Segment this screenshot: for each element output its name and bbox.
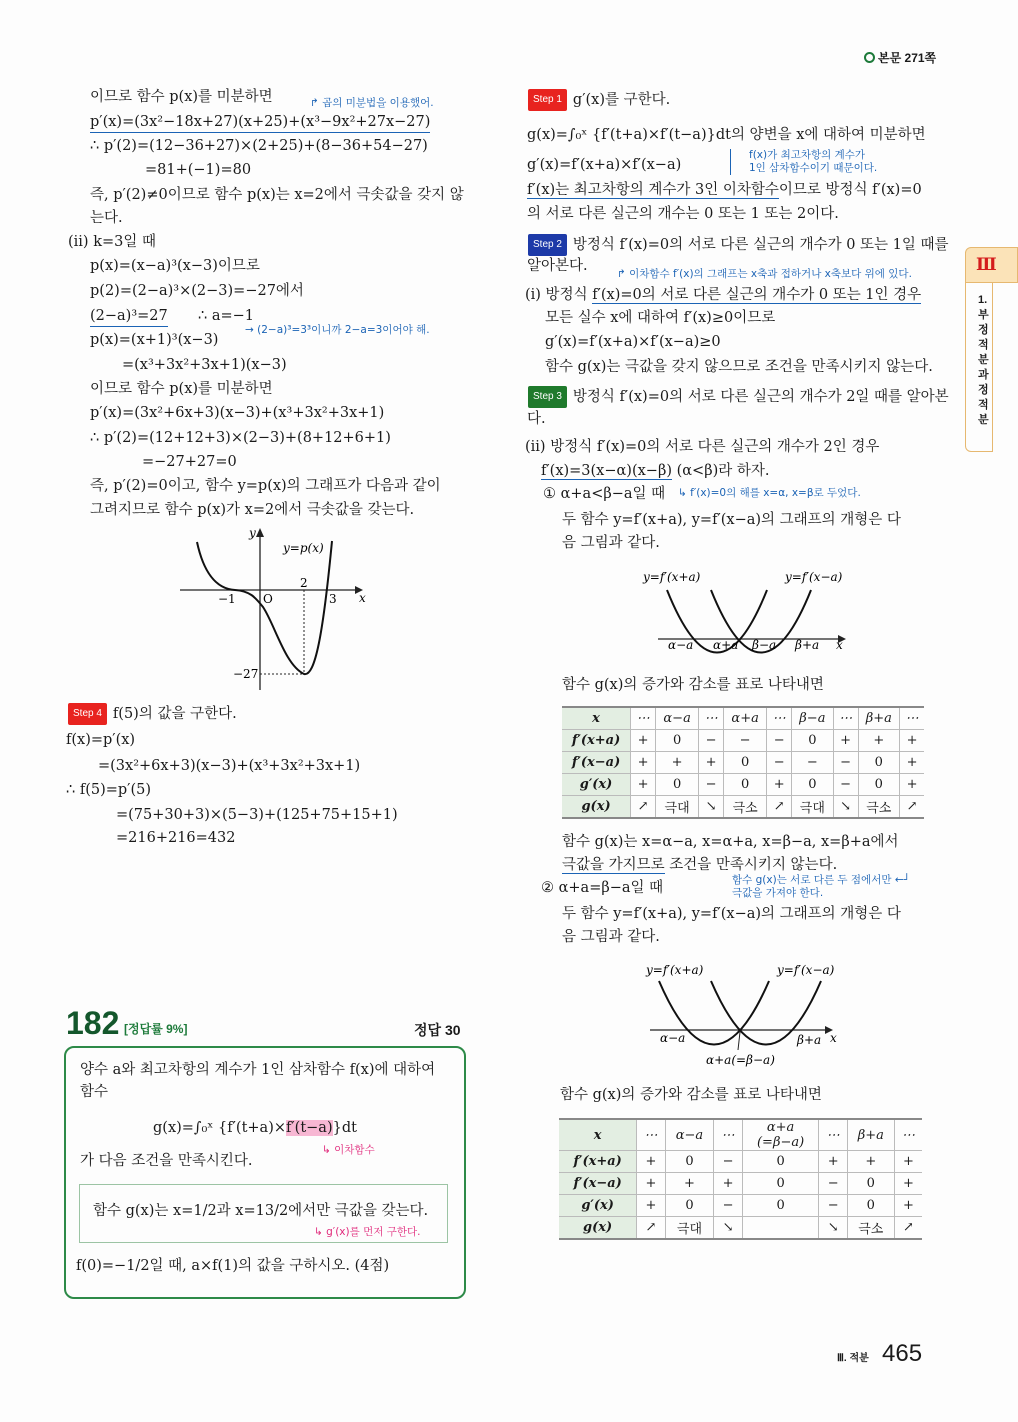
math-line: f(x)=p′(x) [66, 732, 136, 748]
row-header-cell: f′(x+a) [562, 730, 631, 752]
text-line: 즉, p′(2)=0이고, 함수 y=p(x)의 그래프가 다음과 같이 [90, 478, 441, 494]
page-reference [864, 48, 936, 68]
text: 이므로 방정식 f′(x)=0 [778, 182, 922, 198]
table-cell: ⋯ [637, 1119, 665, 1151]
table-cell: + [847, 1151, 894, 1173]
text-line: 함수 g(x)의 증가와 감소를 표로 나타내면 [562, 677, 824, 693]
table-cell: + [631, 730, 656, 752]
table-row [559, 1173, 922, 1195]
step-badge: Step 2 [528, 234, 567, 256]
table-cell: 0 [847, 1173, 894, 1195]
step-badge: Step 1 [528, 89, 567, 111]
table-cell: 0 [656, 774, 699, 796]
step1-heading [528, 89, 670, 111]
chapter-roman: Ⅲ [965, 247, 1018, 283]
underlined-text: f′(x)는 최고차항의 계수가 3인 이차함수 [527, 182, 779, 198]
problem-text: 양수 a와 최고차항의 계수가 1인 삼차함수 f(x)에 대하여 [80, 1062, 436, 1078]
table-cell: + [858, 730, 899, 752]
table-cell: − [714, 1195, 742, 1217]
table-cell: ↘ [819, 1217, 847, 1240]
table-cell: − [714, 1151, 742, 1173]
table-cell: 0 [858, 774, 899, 796]
row-header-cell: g′(x) [559, 1195, 637, 1217]
annotation: 함수 g(x)는 서로 다른 두 점에서만 ←┘ 극값을 가져야 한다. [732, 874, 910, 899]
curve-label: y=p(x) [283, 541, 324, 555]
formula-part: }dt [332, 1120, 357, 1136]
table-cell: ⋯ [767, 707, 792, 730]
condition-text: 함수 g(x)는 x=1/2과 x=13/2에서만 극값을 갖는다. [93, 1203, 429, 1219]
table-cell: ⋯ [894, 1119, 922, 1151]
tick-label: 2 [300, 576, 308, 590]
text: (α<β)라 하자. [671, 463, 770, 479]
table-row [562, 774, 924, 796]
step-title: g′(x)를 구한다. [572, 92, 671, 108]
table-cell: + [665, 1173, 714, 1195]
problem-formula [153, 1118, 357, 1138]
text-line: 다. [527, 411, 546, 427]
math-line: p(x)=(x−a)³(x−3)이므로 [90, 258, 260, 274]
step4-heading [68, 703, 237, 725]
annotation-text: 1인 삼차함수이기 때문이다. [749, 162, 878, 174]
parabola-graph-2 [640, 958, 860, 1073]
annotation-text: f(x)가 최고차항의 계수가 [749, 149, 866, 161]
table-cell: ⋯ [833, 707, 858, 730]
tick-label: β+a [797, 1033, 822, 1047]
table-cell: + [637, 1151, 665, 1173]
row-header-cell: f′(x−a) [562, 752, 631, 774]
table-cell: α+a [724, 707, 767, 730]
step3-heading [528, 386, 949, 408]
math-line: g′(x)=f′(x+a)×f′(x−a) [527, 157, 682, 173]
text-line: 두 함수 y=f′(x+a), y=f′(x−a)의 그래프의 개형은 다 [562, 512, 901, 528]
annotation-text: 이차함수 f′(x)의 그래프는 x축과 접하거나 x축보다 위에 있다. [629, 268, 912, 280]
answer-label: 정답 30 [414, 1022, 461, 1038]
text-line: 모든 실수 x에 대하여 f′(x)≥0이므로 [545, 310, 776, 326]
text-line: (ii) k=3일 때 [68, 234, 156, 250]
table-cell: 0 [858, 752, 899, 774]
correct-rate: [정답률 9%] [124, 1022, 188, 1036]
x-label: x [359, 591, 366, 605]
annotation: → (2−a)³=3³이니까 2−a=3이어야 해. [245, 324, 430, 336]
text-line [525, 285, 921, 305]
math-line: =81+(−1)=80 [145, 162, 252, 178]
step-badge: Step 3 [528, 386, 567, 408]
table-cell: + [894, 1151, 922, 1173]
row-header-cell: f′(x−a) [559, 1173, 637, 1195]
table-cell: 극소 [724, 796, 767, 819]
table-cell: + [656, 752, 699, 774]
origin-label: O [263, 592, 273, 606]
tick-label: α+a(=β−a) [706, 1053, 775, 1067]
text-line: 함수 g(x)는 극값을 갖지 않으므로 조건을 만족시키지 않는다. [545, 359, 933, 375]
y-label: y [249, 526, 256, 540]
table-cell: 0 [742, 1195, 819, 1217]
table-cell: β+a [847, 1119, 894, 1151]
table-cell: − [819, 1173, 847, 1195]
underlined-text: f′(x)=0의 서로 다른 실근의 개수가 0 또는 1인 경우 [592, 287, 922, 303]
table-cell: α+a (=β−a) [742, 1119, 819, 1151]
table-row [559, 1217, 922, 1240]
tick-label: −1 [218, 592, 236, 606]
row-header-cell: g(x) [559, 1217, 637, 1240]
text-line: ② α+a=β−a일 때 [541, 880, 664, 896]
step-title: 방정식 f′(x)=0의 서로 다른 실근의 개수가 2일 때를 알아본 [572, 389, 949, 405]
table-cell: ↘ [833, 796, 858, 819]
text: (i) 방정식 [525, 287, 588, 303]
table-cell: − [767, 730, 792, 752]
annotation-text: f′(x)=0의 해를 x=α, x=β로 두었다. [690, 487, 861, 499]
table-cell: ↗ [894, 1217, 922, 1240]
y-axis-arrow [256, 528, 264, 537]
table-cell: ⋯ [819, 1119, 847, 1151]
table-cell: 0 [742, 1173, 819, 1195]
table-cell: 0 [665, 1151, 714, 1173]
text-line: (ii) 방정식 f′(x)=0의 서로 다른 실근의 개수가 2인 경우 [525, 439, 880, 455]
table-cell: + [900, 730, 924, 752]
tick-label: α−a [660, 1031, 686, 1045]
annotation-text: 극값을 가져야 한다. [732, 887, 824, 899]
text: 조건을 만족시키지 않는다. [664, 857, 838, 873]
math-line: =(x³+3x²+3x+1)(x−3) [122, 357, 287, 373]
text-line: 음 그림과 같다. [562, 535, 660, 551]
table-cell: ⋯ [699, 707, 724, 730]
table-cell: − [724, 730, 767, 752]
text-line: 의 서로 다른 실근의 개수는 0 또는 1 또는 2이다. [527, 206, 839, 222]
tick-label: −27 [233, 667, 259, 681]
problem-text: 함수 [80, 1084, 109, 1100]
table-row [562, 752, 924, 774]
table-row [559, 1119, 922, 1151]
text-line: 함수 g(x)의 증가와 감소를 표로 나타내면 [560, 1087, 822, 1103]
table-cell: 0 [656, 730, 699, 752]
table-cell: ↗ [900, 796, 924, 819]
table-cell: 0 [792, 730, 833, 752]
chapter-title: 1. 부정적분과 정적분 [965, 283, 993, 452]
text-line: 이므로 함수 p(x)를 미분하면 [90, 381, 273, 397]
underlined-text: f′(x)=3(x−α)(x−β) [541, 463, 672, 479]
math-line: =216+216=432 [116, 830, 236, 846]
table-cell: β−a [792, 707, 833, 730]
table-cell: ⋯ [631, 707, 656, 730]
table-row [562, 796, 924, 819]
table-cell: − [792, 752, 833, 774]
problem-number: 182 [66, 1005, 120, 1041]
annotation-text: 이차함수 [334, 1144, 375, 1156]
px-graph [175, 525, 365, 695]
math-line [90, 112, 430, 133]
annotation-text: g′(x)를 먼저 구한다. [326, 1226, 421, 1238]
row-header-cell: x [559, 1119, 637, 1151]
sign-table-2 [559, 1118, 922, 1240]
text-line [562, 855, 837, 875]
annotation-text: 곱의 미분법을 이용했어. [322, 97, 434, 109]
table-cell: 극소 [847, 1217, 894, 1240]
table-cell: − [699, 730, 724, 752]
table-cell: ↗ [637, 1217, 665, 1240]
formula-part: g(x)=∫₀ˣ {f′(t+a)× [153, 1120, 287, 1136]
table-cell: 극대 [656, 796, 699, 819]
annotation-text: 함수 g(x)는 서로 다른 두 점에서만 [732, 874, 892, 886]
math-line: ∴ a=−1 [198, 308, 255, 324]
tick-label: 3 [329, 592, 337, 606]
table-cell: 극대 [792, 796, 833, 819]
page-number: 465 [882, 1340, 923, 1367]
annotation: ↱ 곱의 미분법을 이용했어. [310, 97, 434, 109]
curve-label: y=f′(x−a) [777, 963, 835, 977]
step-badge: Step 4 [68, 703, 107, 725]
table-cell: + [833, 730, 858, 752]
table-cell: + [631, 752, 656, 774]
math-text: p′(x)=(3x²−18x+27)(x+25)+(x³−9x²+27x−27) [90, 114, 431, 130]
footer-section: Ⅲ. 적분 [837, 1353, 869, 1364]
text-line: 이므로 함수 p(x)를 미분하면 [90, 89, 273, 105]
math-line [541, 461, 769, 481]
tick-label: α+a [713, 638, 739, 652]
table-cell: + [714, 1173, 742, 1195]
math-line: p(x)=(x+1)³(x−3) [90, 332, 219, 348]
table-row [559, 1195, 922, 1217]
table-cell: − [699, 774, 724, 796]
text-line: 두 함수 y=f′(x+a), y=f′(x−a)의 그래프의 개형은 다 [562, 906, 901, 922]
math-line: (2−a)³=27 [90, 306, 168, 327]
math-line: ∴ p′(2)=(12+12+3)×(2−3)+(8+12+6+1) [90, 430, 391, 446]
table-cell: 극소 [858, 796, 899, 819]
text-line: ① α+a<β−a일 때 [543, 486, 666, 502]
annotation: ↳ g′(x)를 먼저 구한다. [314, 1226, 421, 1238]
table-cell: + [699, 752, 724, 774]
px-curve [197, 541, 332, 674]
table-cell: + [894, 1195, 922, 1217]
math-line: =(3x²+6x+3)(x−3)+(x³+3x²+3x+1) [98, 758, 361, 774]
table-cell: − [833, 752, 858, 774]
table-cell: − [819, 1195, 847, 1217]
curve-label: y=f′(x−a) [785, 570, 843, 584]
table-cell: + [631, 774, 656, 796]
math-line: ∴ p′(2)=(12−36+27)×(2+25)+(8−36+54−27) [90, 138, 428, 154]
math-line: p(2)=(2−a)³×(2−3)=−27에서 [90, 283, 304, 299]
table-cell: 극대 [665, 1217, 714, 1240]
problem-text: 가 다음 조건을 만족시킨다. [80, 1153, 253, 1169]
question-text: f(0)=−1/2일 때, a×f(1)의 값을 구하시오. (4점) [76, 1258, 390, 1274]
table-cell: ↗ [767, 796, 792, 819]
text-line: 즉, p′(2)≠0이므로 함수 p(x)는 x=2에서 극솟값을 갖지 않 [90, 187, 464, 203]
tick-label: β+a [795, 638, 820, 652]
text-line: 알아본다. [527, 258, 588, 274]
math-line: =(75+30+3)×(5−3)+(125+75+15+1) [116, 807, 398, 823]
table-cell: 0 [724, 752, 767, 774]
x-label: x [830, 1031, 837, 1045]
table-cell: ↘ [699, 796, 724, 819]
table-cell: 0 [724, 774, 767, 796]
curve-label: y=f′(x+a) [646, 963, 704, 977]
table-cell: + [637, 1195, 665, 1217]
text-line: 함수 g(x)는 x=α−a, x=α+a, x=β−a, x=β+a에서 [562, 834, 899, 850]
table-cell: 0 [742, 1151, 819, 1173]
ref-text: 본문 271쪽 [878, 51, 937, 65]
annotation: ↳ 이차함수 [322, 1144, 375, 1156]
table-cell: ⋯ [900, 707, 924, 730]
table-row [559, 1151, 922, 1173]
table-cell [742, 1217, 819, 1240]
step-title: f(5)의 값을 구한다. [112, 706, 237, 722]
table-cell: ↘ [714, 1217, 742, 1240]
table-cell: + [900, 774, 924, 796]
table-cell: + [819, 1151, 847, 1173]
math-line: g′(x)=f′(x+a)×f′(x−a)≥0 [545, 334, 721, 350]
table-cell: ⋯ [714, 1119, 742, 1151]
sign-table-1 [562, 706, 924, 819]
table-cell: − [767, 752, 792, 774]
math-line: g(x)=∫₀ˣ {f′(t+a)×f′(t−a)}dt의 양변을 x에 대하여 미분하면 [527, 127, 926, 143]
table-cell: 0 [792, 774, 833, 796]
table-cell: β+a [858, 707, 899, 730]
x-label: x [836, 638, 843, 652]
highlighted-term: f′(t−a) [286, 1120, 333, 1136]
text-line: 음 그림과 같다. [562, 929, 660, 945]
math-line: ∴ f(5)=p′(5) [66, 782, 152, 798]
table-cell: α−a [665, 1119, 714, 1151]
text-line: 는다. [90, 210, 123, 226]
tick-label: α−a [668, 638, 694, 652]
table-cell: + [900, 752, 924, 774]
tick-label: β−a [752, 638, 777, 652]
underlined-text: 극값을 가지므로 [562, 857, 665, 873]
table-cell: + [894, 1173, 922, 1195]
table-cell: ↗ [631, 796, 656, 819]
circle-icon [864, 52, 875, 63]
annotation [730, 149, 877, 175]
table-cell: + [767, 774, 792, 796]
annotation: ↳ f′(x)=0의 해를 x=α, x=β로 두었다. [678, 487, 861, 499]
table-cell: 0 [847, 1195, 894, 1217]
chapter-tab [965, 247, 1018, 445]
text-line [527, 180, 922, 200]
table-cell: − [833, 774, 858, 796]
table-row [562, 707, 924, 730]
math-line: =−27+27=0 [142, 454, 237, 470]
annotation-text: (2−a)³=3³이니까 2−a=3이어야 해. [257, 324, 430, 336]
row-header-cell: x [562, 707, 631, 730]
table-row [562, 730, 924, 752]
curve-label: y=f′(x+a) [643, 570, 701, 584]
table-cell: α−a [656, 707, 699, 730]
text-line: 그려지므로 함수 p(x)가 x=2에서 극솟값을 갖는다. [90, 502, 415, 518]
parabola-graph-1 [640, 565, 860, 665]
step-title: 방정식 f′(x)=0의 서로 다른 실근의 개수가 0 또는 1일 때를 [572, 237, 949, 253]
row-header-cell: f′(x+a) [559, 1151, 637, 1173]
math-line: p′(x)=(3x²+6x+3)(x−3)+(x³+3x²+3x+1) [90, 405, 385, 421]
step2-heading [528, 234, 949, 256]
annotation: ↱ 이차함수 f′(x)의 그래프는 x축과 접하거나 x축보다 위에 있다. [617, 268, 912, 280]
row-header-cell: g(x) [562, 796, 631, 819]
table-cell: + [637, 1173, 665, 1195]
row-header-cell: g′(x) [562, 774, 631, 796]
table-cell: 0 [665, 1195, 714, 1217]
